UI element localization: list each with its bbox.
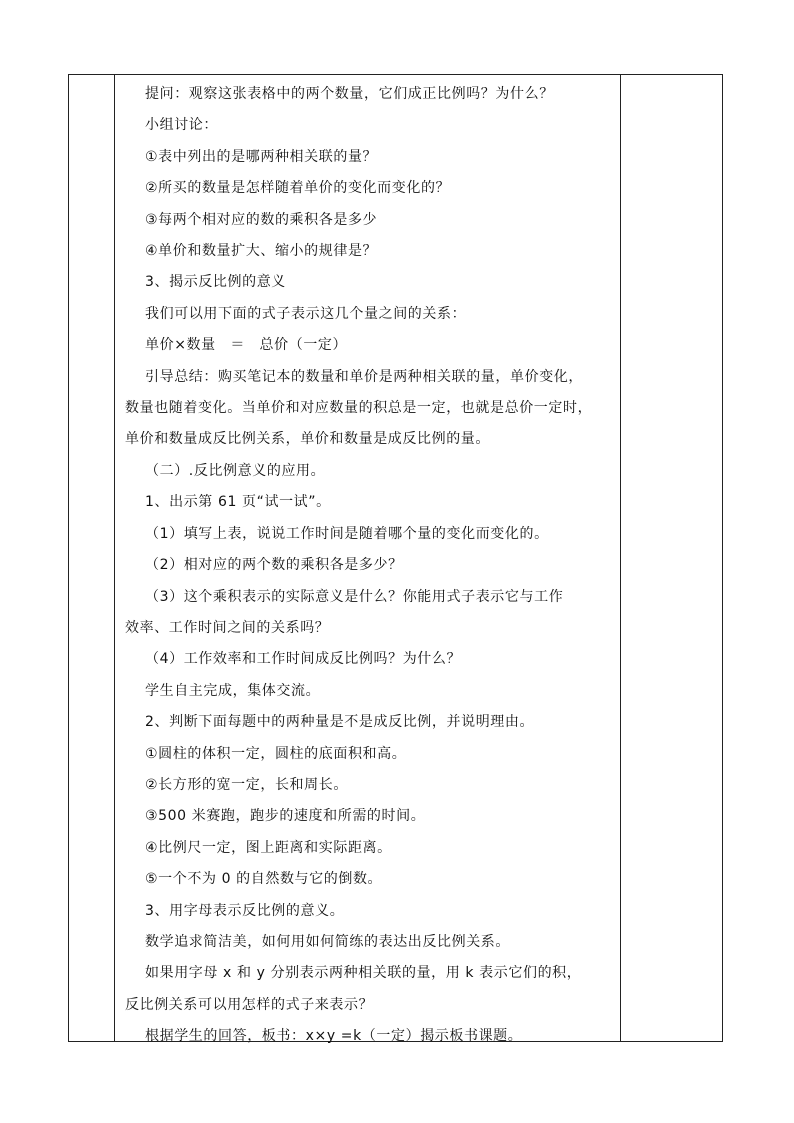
- discussion-item-3: ③每两个相对应的数的乘积各是多少: [145, 211, 378, 228]
- letters-line-1: 如果用字母 x 和 y 分别表示两种相关联的量，用 k 表示它们的积，: [145, 965, 582, 982]
- question-line: 提问：观察这张表格中的两个数量，它们成正比例吗？为什么？: [145, 86, 554, 102]
- simplicity-line: 数学追求简洁美，如何用如何简练的表达出反比例关系。: [145, 933, 510, 950]
- exercise-question-4: （4）工作效率和工作时间成反比例吗？为什么？: [145, 651, 462, 668]
- letters-line-2: 反比例关系可以用怎样的式子来表示？: [125, 996, 374, 1013]
- relation-intro: 我们可以用下面的式子表示这几个量之间的关系：: [145, 305, 467, 322]
- judge-item-4: ④比例尺一定，图上距离和实际距离。: [145, 839, 392, 856]
- summary-line-3: 单价和数量成反比例关系，单价和数量是成反比例的量。: [125, 431, 490, 448]
- exercise-question-3a: （3）这个乘积表示的实际意义是什么？你能用式子表示它与工作: [145, 588, 564, 605]
- discussion-item-1: ①表中列出的是哪两种相关联的量？: [145, 148, 378, 165]
- exercise-question-3b: 效率、工作时间之间的关系吗？: [125, 619, 330, 636]
- discussion-item-4: ④单价和数量扩大、缩小的规律是？: [145, 243, 378, 260]
- exercise-question-2: （2）相对应的两个数的乘积各是多少？: [145, 557, 403, 574]
- judge-item-2: ②长方形的宽一定，长和周长。: [145, 776, 348, 793]
- lesson-content: [115, 79, 619, 1053]
- exercise-2-heading: 2、判断下面每题中的两种量是不是成反比例，并说明理由。: [145, 714, 535, 731]
- section-heading-3: 3、揭示反比例的意义: [145, 274, 286, 291]
- judge-item-5: ⑤一个不为 0 的自然数与它的倒数。: [145, 871, 383, 888]
- group-discussion-heading: 小组讨论：: [145, 117, 218, 134]
- summary-line-1: 引导总结：购买笔记本的数量和单价是两种相关联的量，单价变化，: [145, 368, 583, 385]
- exercise-question-1: （1）填写上表，说说工作时间是随着哪个量的变化而变化的。: [145, 525, 549, 542]
- lesson-table: [68, 74, 723, 1045]
- exercise-1-heading: 1、出示第 61 页“试一试”。: [145, 494, 331, 511]
- summary-line-2: 数量也随着变化。当单价和对应数量的积总是一定，也就是总价一定时，: [125, 400, 593, 417]
- board-writing-line: 根据学生的回答，板书：x×y =k（一定）揭示板书课题。: [145, 1028, 523, 1045]
- relation-formula: 单价×数量 ＝ 总价（一定）: [145, 337, 348, 354]
- discussion-item-2: ②所买的数量是怎样随着单价的变化而变化的？: [145, 180, 451, 197]
- student-activity: 学生自主完成，集体交流。: [145, 682, 321, 699]
- judge-item-1: ①圆柱的体积一定，圆柱的底面积和高。: [145, 745, 407, 762]
- judge-item-3: ③500 米赛跑，跑步的速度和所需的时间。: [145, 808, 426, 825]
- exercise-3-heading: 3、用字母表示反比例的意义。: [145, 902, 345, 919]
- application-heading: （二）.反比例意义的应用。: [145, 462, 326, 479]
- right-column-divider: [620, 75, 621, 1041]
